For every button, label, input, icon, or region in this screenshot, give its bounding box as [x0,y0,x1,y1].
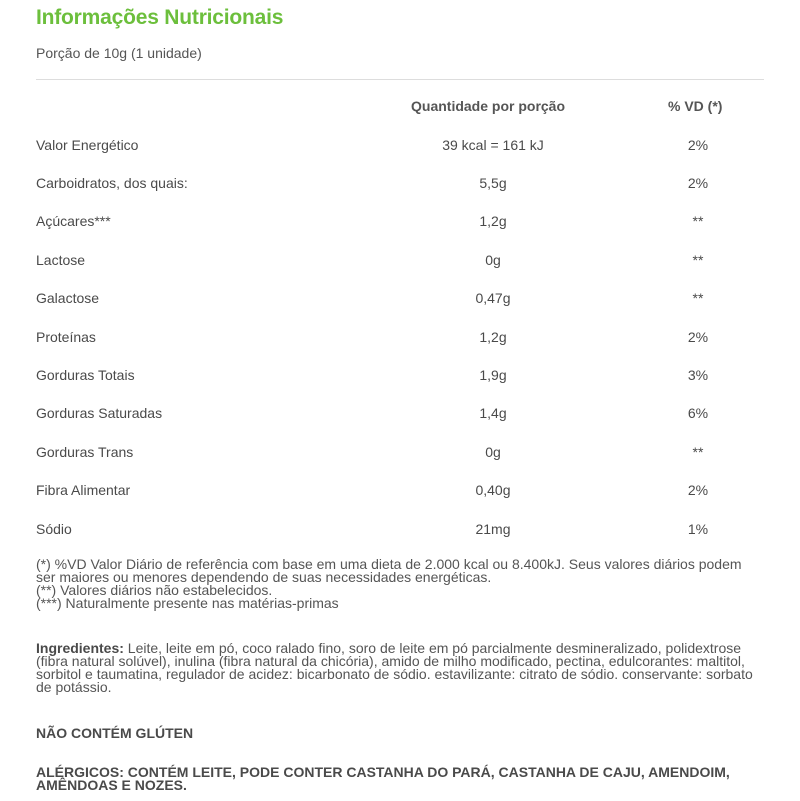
nutrient-quantity: 21mg [475,521,511,537]
nutrient-quantity: 0g [485,252,501,268]
nutrient-quantity: 1,2g [479,329,507,345]
footnote-natural: (***) Naturalmente presente nas matérias-primas [36,595,339,611]
nutrient-vd: 6% [687,405,709,421]
nutrient-name: Carboidratos, dos quais: [36,175,188,191]
table-row [0,213,800,235]
table-row [0,137,800,159]
nutrient-vd: 3% [687,367,709,383]
table-row [0,367,800,389]
table-row [0,329,800,351]
nutrient-vd: ** [692,290,704,306]
nutrient-name: Fibra Alimentar [36,482,131,498]
column-header-quantity: Quantidade por porção [411,98,566,114]
table-row [0,252,800,274]
footnote-vd: (*) %VD Valor Diário de referência com base em uma dieta de 2.000 kcal ou 8.400kJ. Seus valores diários podem ser maiores ou menores dependendo de suas necessidades energéticas. [36,556,742,585]
nutrient-quantity: 0,40g [475,482,511,498]
nutrient-vd: 2% [687,329,709,345]
nutrient-name: Gorduras Saturadas [36,405,163,421]
table-row [0,521,800,543]
nutrient-name: Galactose [36,290,100,306]
nutrient-quantity: 0g [485,444,501,460]
nutrient-quantity: 0,47g [475,290,511,306]
nutrient-name: Valor Energético [36,137,139,153]
ingredients-label: Ingredientes: [36,640,124,656]
table-row [0,405,800,427]
nutrient-name: Gorduras Totais [36,367,135,383]
nutrient-vd: ** [692,252,704,268]
page-title: Informações Nutricionais [36,6,284,29]
nutrient-quantity: 1,9g [479,367,507,383]
nutrient-name: Lactose [36,252,86,268]
nutrient-name: Açúcares*** [36,213,111,229]
nutrient-name: Sódio [36,521,72,537]
nutrient-quantity: 1,4g [479,405,507,421]
ingredients-text: Leite, leite em pó, coco ralado fino, soro de leite em pó parcialmente desmineralizado, polidextrose (fibra natural solúvel), inulina (fibra natural da chicória), amido de milho modificado, pectina, edulcorantes: maltitol, sorbitol e taumatina, regulador de acidez: bicarbonato de sódio. estavilizante: citrato de sódio. conservante: sorbato de potássio. [36,640,753,695]
portion-size: Porção de 10g (1 unidade) [36,45,202,61]
footnote-not-established: (**) Valores diários não estabelecidos. [36,582,273,598]
table-row [0,482,800,504]
nutrient-vd: ** [692,444,704,460]
table-row [0,175,800,197]
ingredients [36,642,764,694]
nutrient-vd: 2% [687,137,709,153]
nutrient-quantity: 5,5g [479,175,507,191]
nutrient-quantity: 1,2g [479,213,507,229]
table-row [0,290,800,312]
nutrient-vd: 2% [687,175,709,191]
divider [36,79,764,80]
nutrient-quantity: 39 kcal = 161 kJ [442,137,544,153]
gluten-notice: NÃO CONTÉM GLÚTEN [36,725,194,741]
allergens-notice: ALÉRGICOS: CONTÉM LEITE, PODE CONTER CASTANHA DO PARÁ, CASTANHA DE CAJU, AMENDOIM, AMÊNDOAS E NOZES. [36,764,730,793]
nutrient-vd: ** [692,213,704,229]
nutrient-vd: 2% [687,482,709,498]
nutrient-vd: 1% [687,521,709,537]
nutrient-name: Proteínas [36,329,96,345]
nutrient-name: Gorduras Trans [36,444,134,460]
footnotes [36,558,764,610]
column-header-vd: % VD (*) [668,98,723,114]
table-row [0,444,800,466]
